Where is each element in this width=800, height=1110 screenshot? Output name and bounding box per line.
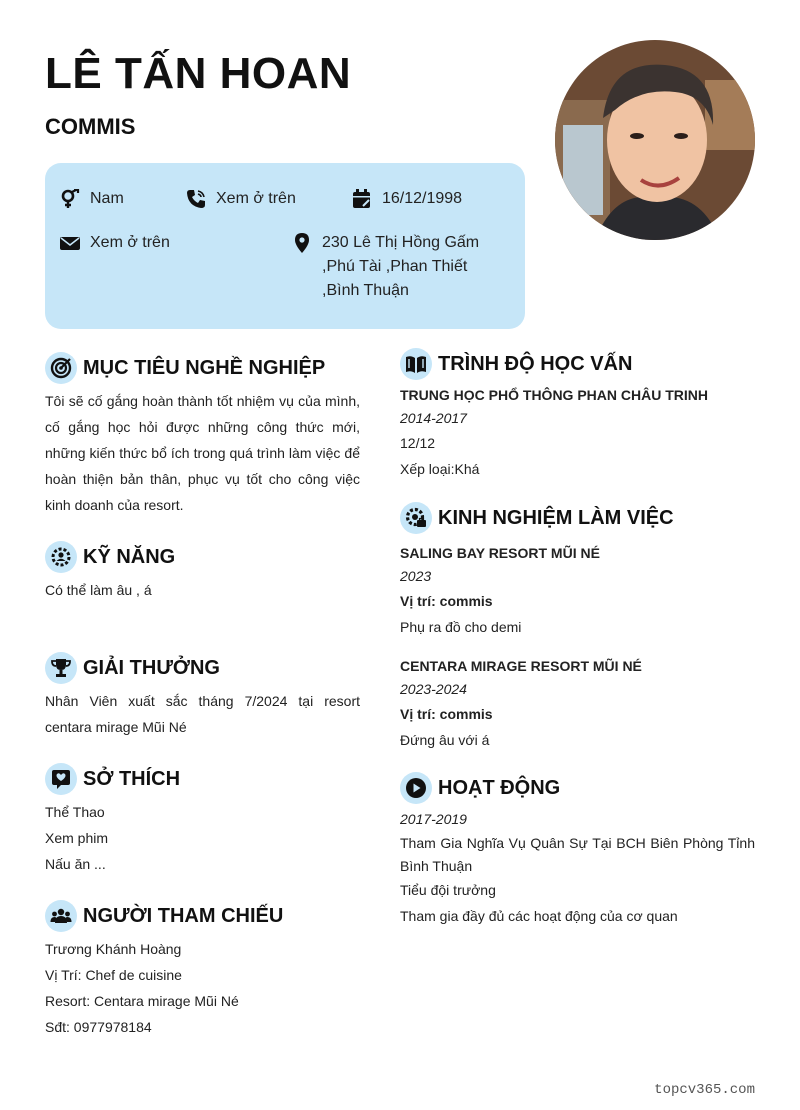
gear-briefcase-icon [400,502,432,534]
hobbies-heading [45,763,180,795]
objective-title: MỤC TIÊU NGHỀ NGHIỆP [83,356,326,379]
job-company: CENTARA MIRAGE RESORT MŨI NÉ [400,658,642,674]
objective-text: Tôi sẽ cố gắng hoàn thành tốt nhiệm vụ của mình, cố gắng học hỏi được những công thức mới, những kiến thức bổ ích trong quá trình làm việc để hoàn thiện bản thân, phục vụ tốt cho công việc kinh doanh của resort. [45,393,360,513]
birthday-info [352,187,462,211]
job-description: Đứng âu với á [400,732,490,748]
trophy-icon [45,652,77,684]
job-description: Phụ ra đồ cho demi [400,619,522,635]
target-icon [45,352,77,384]
activity-description: Tham gia đầy đủ các hoạt động của cơ quan [400,908,678,924]
activities-title: HOẠT ĐỘNG [438,776,561,799]
school-name: TRUNG HỌC PHỔ THÔNG PHAN CHÂU TRINH [400,387,708,403]
candidate-name: LÊ TẤN HOAN [45,49,352,98]
references-title: NGƯỜI THAM CHIẾU [83,904,284,927]
phone-icon [186,189,206,209]
gender-info [60,187,124,211]
gender-text: Nam [90,190,124,207]
awards-title: GIẢI THƯỞNG [83,656,220,679]
activity-period: 2017-2019 [400,811,467,827]
education-period: 2014-2017 [400,410,467,426]
awards-heading [45,652,220,684]
job-position: Vị trí: commis [400,593,493,609]
calendar-icon [352,189,372,209]
education-ranking: Xếp loại:Khá [400,461,480,477]
hobby-item: Nấu ăn ... [45,856,106,872]
education-title: TRÌNH ĐỘ HỌC VẤN [438,352,633,375]
references-heading [45,900,283,932]
skills-text: Có thể làm âu , á [45,582,152,598]
gender-icon [60,189,80,209]
email-icon [60,233,80,253]
awards-text: Nhân Viên xuất sắc tháng 7/2024 tại resort centara mirage Mũi Né [45,693,360,735]
job-company: SALING BAY RESORT MŨI NÉ [400,545,600,561]
reference-item: Trương Khánh Hoàng [45,941,182,957]
heart-message-icon [45,763,77,795]
education-heading [400,348,632,380]
address-text: 230 Lê Thị Hồng Gấm ,Phú Tài ,Phan Thiết ,Bình Thuận [322,234,480,299]
email-text: Xem ở trên [90,234,170,251]
experience-title: KINH NGHIỆM LÀM VIỆC [438,506,674,529]
activity-text: Tham Gia Nghĩa Vụ Quân Sự Tại BCH Biên Phòng Tỉnh Bình Thuận [400,835,755,874]
skills-title: KỸ NĂNG [83,545,176,568]
hobby-item: Thể Thao [45,804,105,820]
gear-user-icon [45,541,77,573]
job-period: 2023 [400,568,432,584]
birthday-text: 16/12/1998 [382,190,463,207]
reference-item: Vị Trí: Chef de cuisine [45,967,182,983]
activity-role: Tiểu đội trưởng [400,882,496,898]
phone-text: Xem ở trên [216,190,296,207]
objective-heading [45,352,325,384]
reference-item: Resort: Centara mirage Mũi Né [45,993,239,1009]
education-grade: 12/12 [400,435,436,451]
footer-brand: topcv365.com [654,1082,755,1098]
location-pin-icon [292,233,312,253]
job-period: 2023-2024 [400,681,467,697]
users-icon [45,900,77,932]
job-title: COMMIS [45,114,136,139]
phone-info [186,187,296,211]
hobbies-title: SỞ THÍCH [83,767,181,790]
skills-heading [45,541,175,573]
avatar [555,40,755,240]
reference-item: Sđt: 0977978184 [45,1019,152,1035]
address-info [292,231,507,303]
job-position: Vị trí: commis [400,706,493,722]
email-info [60,231,170,255]
play-icon [400,772,432,804]
experience-heading [400,502,674,534]
activities-heading [400,772,560,804]
hobby-item: Xem phim [45,830,109,846]
book-icon [400,348,432,380]
